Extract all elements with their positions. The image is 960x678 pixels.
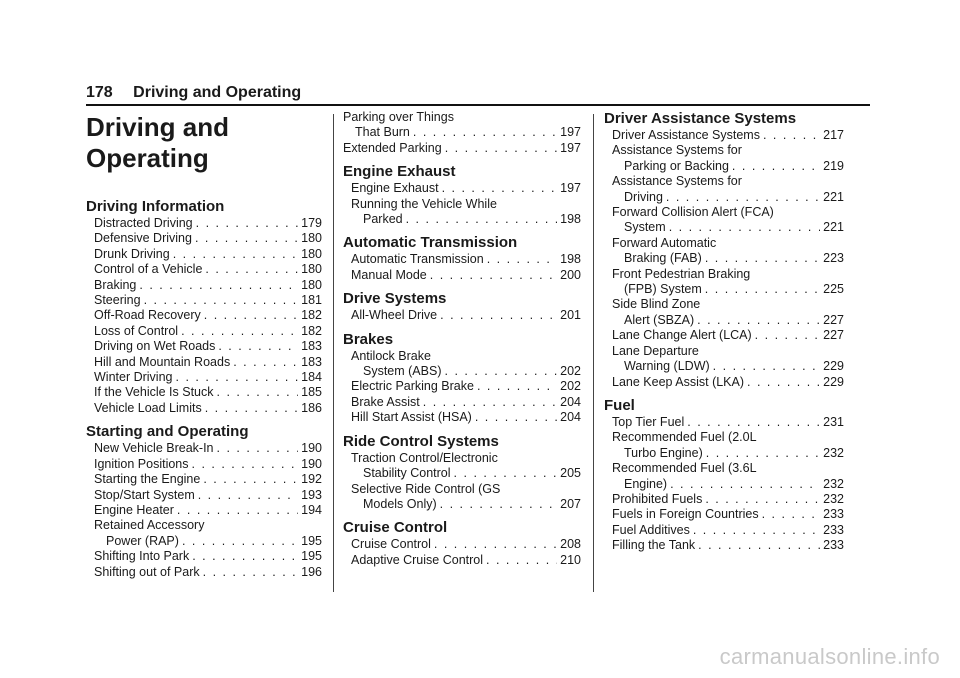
dot-leader <box>217 441 299 456</box>
dot-leader <box>669 220 820 235</box>
toc-page-number: 205 <box>560 466 581 481</box>
toc-page-number: 201 <box>560 308 581 323</box>
toc-entry[interactable] <box>86 534 322 549</box>
toc-page-number: 221 <box>823 220 844 235</box>
dot-leader <box>144 293 299 308</box>
chapter-title: Driving and Operating <box>86 112 230 173</box>
toc-page-number: 182 <box>301 308 322 323</box>
toc-section <box>343 163 581 227</box>
dot-leader <box>762 507 821 522</box>
section-title[interactable]: Ride Control Systems <box>343 432 499 450</box>
toc-entry-label: Parking or Backing <box>624 158 729 173</box>
toc-entry-label: Alert (SBZA) <box>624 312 695 327</box>
toc-page-number: 231 <box>823 414 844 429</box>
toc-section <box>604 110 844 390</box>
toc-section <box>343 433 581 513</box>
toc-entry[interactable] <box>343 252 581 267</box>
toc-entry-link[interactable]: Antilock Brake <box>351 348 431 363</box>
toc-page-number: 195 <box>301 549 322 564</box>
dot-leader <box>670 477 820 492</box>
toc-entry[interactable] <box>604 507 844 522</box>
toc-entry-label: New Vehicle Break-In <box>94 441 214 456</box>
toc-entry-label: Lane Change Alert (LCA) <box>612 328 752 343</box>
toc-entry[interactable] <box>604 128 844 143</box>
toc-page-number: 180 <box>301 246 322 261</box>
dot-leader <box>181 324 298 339</box>
toc-entry-link[interactable]: Selective Ride Control (GS <box>351 481 501 496</box>
dot-leader <box>182 534 298 549</box>
toc-page-number: 208 <box>560 537 581 552</box>
toc-page-number: 185 <box>301 385 322 400</box>
toc-entry-label: Fuels in Foreign Countries <box>612 507 759 522</box>
toc-entry-label: If the Vehicle Is Stuck <box>94 385 214 400</box>
toc-entry-link[interactable]: Front Pedestrian Braking <box>612 266 751 281</box>
toc-section <box>86 423 322 580</box>
toc-page-number: 195 <box>301 533 322 548</box>
toc-entry-link[interactable]: Traction Control/Electronic <box>351 450 498 465</box>
toc-entry-label: Loss of Control <box>94 323 179 338</box>
toc-entry-label: Engine) <box>624 476 668 491</box>
toc-entry-label: Braking <box>94 277 137 292</box>
section-title[interactable]: Fuel <box>604 396 635 414</box>
toc-entry[interactable] <box>604 415 844 430</box>
toc-page-number: 207 <box>560 496 581 511</box>
section-title[interactable]: Cruise Control <box>343 519 448 537</box>
toc-entry[interactable] <box>343 212 581 227</box>
toc-entry[interactable] <box>86 216 322 231</box>
dot-leader <box>195 231 298 246</box>
toc-entry-label: Starting the Engine <box>94 472 201 487</box>
toc-page-number: 180 <box>301 262 322 277</box>
toc-entry[interactable] <box>343 466 581 481</box>
toc-section <box>343 331 581 426</box>
toc-page-number: 202 <box>560 364 581 379</box>
watermark: carmanualsonline.info <box>719 644 940 669</box>
toc-page-number: 232 <box>823 476 844 491</box>
dot-leader <box>477 379 557 394</box>
section-title[interactable]: Driving Information <box>86 198 225 215</box>
toc-entry-label: Drunk Driving <box>94 246 170 261</box>
toc-entry-label: Driving on Wet Roads <box>94 339 216 354</box>
toc-page-number: 229 <box>823 374 844 389</box>
toc-entry[interactable] <box>604 359 844 374</box>
dot-leader <box>666 190 820 205</box>
toc-entry[interactable] <box>343 497 581 512</box>
toc-page-number: 233 <box>823 538 844 553</box>
toc-entry-label: Stop/Start System <box>94 487 195 502</box>
dot-leader <box>705 492 820 507</box>
toc-page-number: 204 <box>560 410 581 425</box>
toc-entry[interactable] <box>604 375 844 390</box>
toc-section <box>343 234 581 283</box>
toc-entry-label: Adaptive Cruise Control <box>351 552 484 567</box>
toc-page-number: 232 <box>823 491 844 506</box>
toc-entry[interactable] <box>86 385 322 400</box>
toc-entry[interactable] <box>343 553 581 568</box>
toc-entry[interactable] <box>86 355 322 370</box>
toc-entry-label: Automatic Transmission <box>351 252 484 267</box>
toc-entry-label: Fuel Additives <box>612 522 690 537</box>
dot-leader <box>487 252 557 267</box>
dot-leader <box>706 446 820 461</box>
toc-page-number: 180 <box>301 231 322 246</box>
toc-entry-label: Prohibited Fuels <box>612 491 703 506</box>
toc-entry-label: Brake Assist <box>351 394 420 409</box>
toc-entry-label: Shifting Into Park <box>94 549 190 564</box>
toc-entry-link[interactable]: Assistance Systems for <box>612 143 742 158</box>
toc-entry-label: Stability Control <box>363 466 451 481</box>
toc-entry-label: Control of a Vehicle <box>94 262 203 277</box>
section-title[interactable]: Driver Assistance Systems <box>604 110 797 127</box>
toc-page-number: 204 <box>560 394 581 409</box>
dot-leader <box>176 370 299 385</box>
dot-leader <box>204 308 298 323</box>
dot-leader <box>233 355 298 370</box>
dot-leader <box>413 125 557 140</box>
toc-entry[interactable] <box>86 488 322 503</box>
dot-leader <box>713 359 820 374</box>
toc-entry[interactable] <box>604 220 844 235</box>
dot-leader <box>430 268 557 283</box>
toc-page-number: 180 <box>301 277 322 292</box>
toc-section <box>604 397 844 554</box>
dot-leader <box>218 339 298 354</box>
toc-entry-link[interactable]: Forward Automatic <box>612 235 717 250</box>
toc-page-number: 225 <box>823 282 844 297</box>
toc-page-number: 227 <box>823 312 844 327</box>
toc-entry[interactable] <box>604 538 844 553</box>
dot-leader <box>177 503 298 518</box>
toc-entry[interactable] <box>86 565 322 580</box>
dot-leader <box>203 472 298 487</box>
toc-entry[interactable] <box>343 410 581 425</box>
toc-entry[interactable] <box>86 503 322 518</box>
toc-entry-label: Hill Start Assist (HSA) <box>351 410 472 425</box>
toc-entry[interactable] <box>86 457 322 472</box>
toc-entry-label: Lane Keep Assist (LKA) <box>612 374 745 389</box>
toc-entry[interactable] <box>604 190 844 205</box>
toc-entry[interactable] <box>86 231 322 246</box>
toc-page-number: 183 <box>301 339 322 354</box>
toc-entry-label: Driver Assistance Systems <box>612 128 760 142</box>
toc-entry-label: Parked <box>363 212 403 227</box>
toc-entry-label: Driving <box>624 189 663 204</box>
toc-page-number: 184 <box>301 370 322 385</box>
toc-column-2 <box>343 110 581 575</box>
toc-entry-label: System (ABS) <box>363 364 442 379</box>
toc-entry-label: System <box>624 220 666 235</box>
toc-entry-label: Off-Road Recovery <box>94 308 201 323</box>
toc-page-number: 217 <box>823 128 844 142</box>
toc-page-number: 202 <box>560 379 581 394</box>
toc-entry-label: Engine Exhaust <box>351 181 439 196</box>
dot-leader <box>442 181 558 196</box>
dot-leader <box>705 251 820 266</box>
dot-leader <box>434 537 557 552</box>
toc-page-number: 182 <box>301 323 322 338</box>
toc-page-number: 194 <box>301 502 322 517</box>
page-number: 178 <box>86 84 113 101</box>
toc-page-number: 196 <box>301 564 322 579</box>
toc-page-number: 181 <box>301 293 322 308</box>
dot-leader <box>445 141 557 156</box>
toc-entry-label: Cruise Control <box>351 537 431 552</box>
toc-entry[interactable] <box>86 308 322 323</box>
toc-page-number: 210 <box>560 552 581 567</box>
toc-page-number: 233 <box>823 507 844 522</box>
toc-section <box>343 290 581 323</box>
dot-leader <box>475 410 557 425</box>
toc-entry-label: Warning (LDW) <box>624 359 710 374</box>
dot-leader <box>192 549 298 564</box>
toc-entry[interactable] <box>604 523 844 538</box>
toc-page-number: 197 <box>560 125 581 140</box>
toc-page-number: 233 <box>823 522 844 537</box>
toc-entry[interactable] <box>343 379 581 394</box>
toc-entry[interactable] <box>604 477 844 492</box>
section-title[interactable]: Brakes <box>343 330 394 348</box>
continued-entries <box>343 110 581 156</box>
dot-leader <box>486 553 557 568</box>
toc-page-number: 197 <box>560 140 581 155</box>
dot-leader <box>693 523 820 538</box>
toc-entry-label: Distracted Driving <box>94 216 193 230</box>
dot-leader <box>217 385 299 400</box>
toc-page-number: 219 <box>823 158 844 173</box>
section-title[interactable]: Drive Systems <box>343 290 447 308</box>
dot-leader <box>445 364 558 379</box>
toc-entry[interactable] <box>343 308 581 323</box>
dot-leader <box>139 278 298 293</box>
toc-section <box>86 198 322 416</box>
toc-entry-label: All-Wheel Drive <box>351 308 438 323</box>
toc-page-number: 223 <box>823 251 844 266</box>
page-header <box>86 84 301 102</box>
toc-entry[interactable] <box>86 370 322 385</box>
dot-leader <box>698 538 820 553</box>
toc-entry-label: Extended Parking <box>343 140 442 155</box>
dot-leader <box>406 212 558 227</box>
toc-column-3 <box>604 110 844 561</box>
toc-page-number: 190 <box>301 441 322 456</box>
toc-page-number: 183 <box>301 354 322 369</box>
toc-entry[interactable] <box>86 339 322 354</box>
toc-entry-label: Manual Mode <box>351 267 427 282</box>
toc-entry-link[interactable]: Forward Collision Alert (FCA) <box>612 205 774 220</box>
toc-page-number: 221 <box>823 189 844 204</box>
toc-page-number: 190 <box>301 456 322 471</box>
toc-page-number: 227 <box>823 328 844 343</box>
toc-entry[interactable] <box>343 181 581 196</box>
toc-entry-label: Filling the Tank <box>612 538 696 553</box>
toc-entry-link[interactable]: Retained Accessory <box>94 518 205 533</box>
dot-leader <box>732 159 820 174</box>
toc-page-number: 193 <box>301 487 322 502</box>
dot-leader <box>423 395 557 410</box>
toc-entry-label: Electric Parking Brake <box>351 379 474 394</box>
dot-leader <box>440 308 557 323</box>
column-divider-1 <box>333 114 334 592</box>
dot-leader <box>687 415 820 430</box>
toc-entry[interactable] <box>604 492 844 507</box>
toc-entry-label: Defensive Driving <box>94 231 192 246</box>
toc-entry[interactable] <box>604 446 844 461</box>
header-title: Driving and Operating <box>133 84 302 101</box>
toc-entry-label: Ignition Positions <box>94 456 189 471</box>
dot-leader <box>747 375 820 390</box>
section-title[interactable]: Starting and Operating <box>86 423 249 441</box>
toc-entry-label: Turbo Engine) <box>624 445 703 460</box>
toc-entry-link[interactable]: Running the Vehicle While <box>351 196 497 211</box>
toc-entry[interactable] <box>604 282 844 297</box>
toc-entry-link[interactable]: Parking over Things <box>343 110 454 124</box>
dot-leader <box>192 457 299 472</box>
toc-page-number: 186 <box>301 400 322 415</box>
dot-leader <box>173 247 298 262</box>
toc-entry-label: Shifting out of Park <box>94 564 200 579</box>
dot-leader <box>454 466 558 481</box>
toc-page-number: 197 <box>560 181 581 196</box>
toc-entry-label: Top Tier Fuel <box>612 414 685 429</box>
toc-entry[interactable] <box>343 364 581 379</box>
toc-entry[interactable] <box>86 472 322 487</box>
toc-page-number: 229 <box>823 359 844 374</box>
section-title[interactable]: Engine Exhaust <box>343 163 456 181</box>
toc-entry[interactable] <box>86 247 322 262</box>
dot-leader <box>705 282 820 297</box>
toc-entry-label: That Burn <box>355 125 410 140</box>
toc-entry[interactable] <box>86 549 322 564</box>
toc-entry-label: Power (RAP) <box>106 533 179 548</box>
toc-entry-link[interactable]: Recommended Fuel (3.6L <box>612 461 757 476</box>
dot-leader <box>697 313 820 328</box>
header-rule <box>86 104 870 106</box>
toc-entry-label: Winter Driving <box>94 370 173 385</box>
toc-section <box>343 519 581 568</box>
toc-entry-label: Hill and Mountain Roads <box>94 354 231 369</box>
dot-leader <box>205 401 298 416</box>
dot-leader <box>440 497 558 512</box>
toc-entry[interactable] <box>86 441 322 456</box>
toc-entry[interactable] <box>86 293 322 308</box>
toc-entry[interactable] <box>343 268 581 283</box>
toc-entry-link[interactable]: Recommended Fuel (2.0L <box>612 430 757 445</box>
toc-entry[interactable] <box>86 262 322 277</box>
dot-leader <box>198 488 298 503</box>
toc-entry-label: Models Only) <box>363 496 437 511</box>
toc-entry-label: Braking (FAB) <box>624 251 702 266</box>
toc-page-number: 198 <box>560 252 581 267</box>
dot-leader <box>763 128 820 143</box>
toc-entry[interactable] <box>86 278 322 293</box>
column-divider-2 <box>593 114 594 592</box>
toc-page-number: 200 <box>560 267 581 282</box>
toc-page-number: 232 <box>823 445 844 460</box>
toc-entry-link[interactable]: Assistance Systems for <box>612 174 742 189</box>
toc-entry[interactable] <box>86 401 322 416</box>
toc-entry[interactable] <box>343 395 581 410</box>
toc-page-number: 192 <box>301 472 322 487</box>
toc-entry[interactable] <box>343 125 581 140</box>
toc-entry-label: Engine Heater <box>94 502 174 517</box>
toc-page-number: 198 <box>560 212 581 227</box>
toc-entry[interactable] <box>604 328 844 343</box>
toc-entry-label: Vehicle Load Limits <box>94 400 202 415</box>
toc-entry[interactable] <box>343 141 581 156</box>
toc-entry[interactable] <box>86 324 322 339</box>
toc-entry-link[interactable]: Lane Departure <box>612 343 699 358</box>
toc-entry-label: Steering <box>94 293 141 308</box>
toc-entry[interactable] <box>604 251 844 266</box>
dot-leader <box>755 328 820 343</box>
section-title[interactable]: Automatic Transmission <box>343 234 518 252</box>
toc-entry[interactable] <box>604 159 844 174</box>
dot-leader <box>203 565 299 580</box>
toc-entry-link[interactable]: Side Blind Zone <box>612 297 701 312</box>
toc-page-number: 179 <box>301 216 322 230</box>
toc-entry[interactable] <box>343 537 581 552</box>
toc-column-1 <box>86 110 322 587</box>
toc-entry-label: (FPB) System <box>624 282 702 297</box>
dot-leader <box>196 216 299 231</box>
toc-entry[interactable] <box>604 313 844 328</box>
dot-leader <box>205 262 298 277</box>
